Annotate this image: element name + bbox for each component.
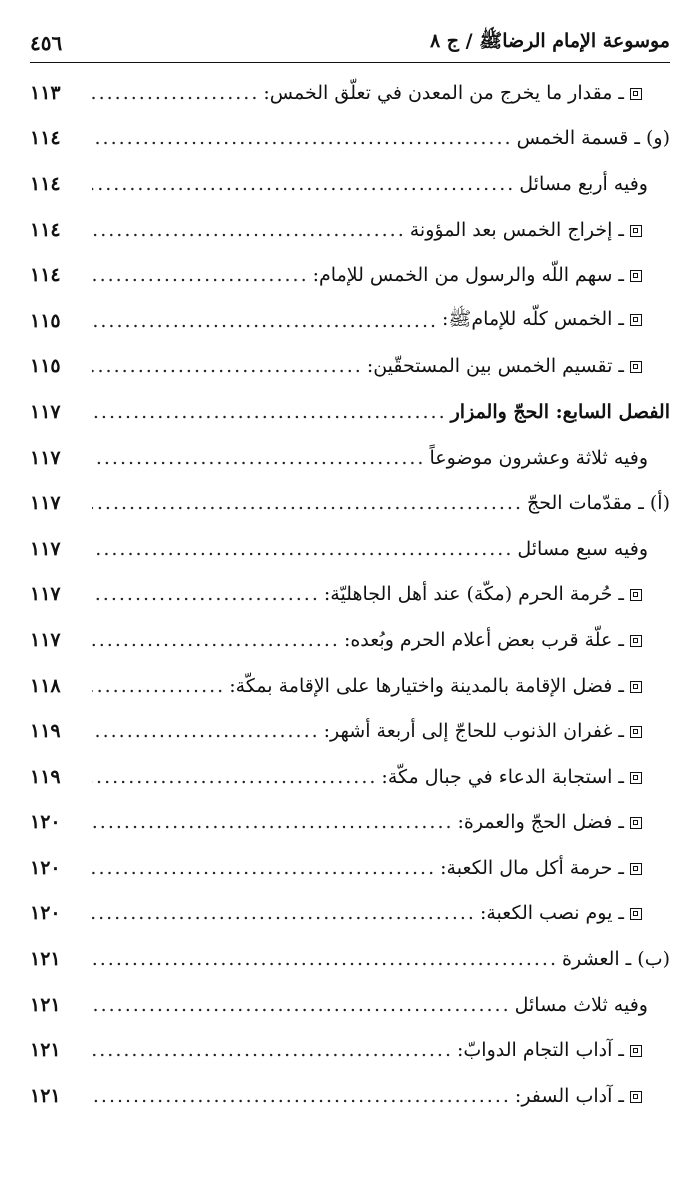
toc-entry-text [515,994,648,1016]
square-bullet-icon [630,88,642,100]
toc-entry-text [410,219,642,241]
toc-entry-text [344,629,642,651]
dot-leader [92,583,320,605]
toc-entry-text [451,401,670,423]
square-bullet-icon [630,772,642,784]
toc-entry [30,617,670,663]
toc-entry-label: ـ آداب السفر: [514,1084,624,1107]
toc-entry-page: ١١٧ [30,446,61,469]
square-bullet-icon [630,1045,642,1057]
square-bullet-icon [630,681,642,693]
square-bullet-icon [630,270,642,282]
toc-entry-label: ـ الخمس كلّه للإمامﷺ: [442,307,624,330]
toc-entry [30,982,670,1028]
dot-leader [92,127,513,149]
toc-entry-text [458,811,642,833]
toc-entry-page: ١١٧ [30,583,61,606]
toc-entry-label: ـ مقدار ما يخرج من المعدن في تعلّق الخمس: [263,81,624,104]
toc-entry-label: ـ فضل الحجّ والعمرة: [457,811,624,834]
dot-leader [92,1039,453,1061]
dot-leader [92,264,309,286]
toc-entry [30,708,670,754]
toc-entry-text [457,1039,642,1061]
toc-entry-text [229,675,642,697]
dot-leader [92,447,425,469]
toc-entry [30,1073,670,1119]
toc-entry-page: ١٢٠ [30,856,61,879]
toc-entry-text [324,720,642,742]
square-bullet-icon [630,908,642,920]
toc-entry-page: ١١٥ [30,309,61,332]
toc-entry-label: الفصل السابع: الحجّ والمزار [450,400,670,423]
toc-entry-page: ١٢١ [30,1039,61,1062]
toc-entry-label: ـ تقسيم الخمس بين المستحقّين: [366,355,624,378]
toc-entry-label: وفيه أربع مسائل [519,172,648,195]
dot-leader [92,492,523,514]
square-bullet-icon [630,635,642,647]
toc-entry-label: ـ يوم نصب الكعبة: [479,902,624,925]
toc-entry-text [381,766,642,788]
square-bullet-icon [630,817,642,829]
toc-entry-page: ١١٤ [30,218,61,241]
toc-entry [30,480,670,526]
square-bullet-icon [630,589,642,601]
dot-leader [92,857,436,879]
toc-entry [30,936,670,982]
toc-entry-label: ـ سهم اللّه والرسول من الخمس للإمام: [312,264,624,287]
toc-entry-label: ـ غفران الذنوب للحاجّ إلى أربعة أشهر: [323,720,624,743]
dot-leader [92,720,320,742]
toc-entry-text [515,1085,642,1107]
page-number: ٤٥٦ [30,31,63,55]
square-bullet-icon [630,314,642,326]
toc-entry-label: ـ آداب التجام الدوابّ: [457,1039,624,1062]
toc-entry [30,252,670,298]
toc-entry-label: وفيه ثلاثة وعشرون موضوعاً [429,446,648,469]
dot-leader [92,994,511,1016]
toc-entry-text [519,173,648,195]
toc-entry-text [442,307,642,335]
toc-entry [30,70,670,116]
square-bullet-icon [630,1091,642,1103]
toc-entry-page: ١١٧ [30,537,61,560]
toc-entry-page: ١٢١ [30,993,61,1016]
square-bullet-icon [630,361,642,373]
running-title: موسوعة الإمام الرضاﷺ / ج ٨ [429,30,670,52]
toc-entry-page: ١١٤ [30,264,61,287]
toc-entry-page: ١١٩ [30,720,61,743]
toc-entry-page: ١١٧ [30,492,61,515]
toc-entry-text [527,492,670,514]
square-bullet-icon [630,225,642,237]
toc-entry [30,1027,670,1073]
dot-leader [92,629,340,651]
toc-entry [30,207,670,253]
toc-entry-label: ـ حرمة أكل مال الكعبة: [440,856,624,879]
toc-entry-label: وفيه ثلاث مسائل [514,993,648,1016]
toc-entry-text [263,82,642,104]
toc-entry-label: ـ علّة قرب بعض أعلام الحرم وبُعده: [343,628,624,651]
toc-entry-label: ـ استجابة الدعاء في جبال مكّة: [381,765,624,788]
toc-entry [30,161,670,207]
toc-entry-page: ١٢٠ [30,811,61,834]
toc-entry-text [562,948,670,970]
toc-entry-label: (و) ـ قسمة الخمس [516,127,670,150]
dot-leader [92,948,558,970]
dot-leader [92,538,513,560]
toc-entry [30,663,670,709]
dot-leader [92,675,225,697]
toc-entry-page: ١١٧ [30,400,61,423]
square-bullet-icon [630,726,642,738]
dot-leader [92,355,363,377]
toc-entry-label: ـ حُرمة الحرم (مكّة) عند أهل الجاهليّة: [323,583,624,606]
toc-entry [30,891,670,937]
toc-entry-page: ١٢٠ [30,902,61,925]
toc-entry-label: ـ فضل الإقامة بالمدينة واختيارها على الإقامة بمكّة: [229,674,624,697]
square-bullet-icon [630,863,642,875]
page-header [30,24,670,63]
toc-entry [30,344,670,390]
toc-entry-text [517,538,648,560]
dot-leader [92,310,438,332]
dot-leader [92,219,406,241]
toc-entry-page: ١١٩ [30,765,61,788]
toc-entry-label: (أ) ـ مقدّمات الحجّ [526,492,670,515]
toc-entry-page: ١١٣ [30,81,61,104]
table-of-contents [30,70,670,1119]
dot-leader [92,1085,511,1107]
toc-entry-page: ١١٥ [30,355,61,378]
toc-entry [30,572,670,618]
toc-entry-text [313,264,642,286]
toc-entry [30,526,670,572]
toc-entry-label: (ب) ـ العشرة [562,948,670,971]
toc-entry [30,116,670,162]
toc-entry [30,800,670,846]
toc-entry [30,389,670,435]
toc-entry-text [324,583,642,605]
toc-entry [30,754,670,800]
toc-entry-page: ١٢١ [30,948,61,971]
dot-leader [92,902,476,924]
toc-entry-text [367,355,642,377]
toc-entry-page: ١١٧ [30,628,61,651]
toc-entry-text [440,857,642,879]
toc-entry-text [429,447,648,469]
toc-entry-text [517,127,670,149]
toc-entry-page: ١١٤ [30,127,61,150]
toc-entry-label: وفيه سبع مسائل [517,537,648,560]
dot-leader [92,811,454,833]
dot-leader [92,173,515,195]
toc-entry-page: ١١٨ [30,674,61,697]
toc-entry-label: ـ إخراج الخمس بعد المؤونة [409,218,624,241]
toc-entry-page: ١١٤ [30,172,61,195]
toc-entry [30,435,670,481]
dot-leader [92,766,377,788]
dot-leader [92,401,447,423]
dot-leader [92,82,259,104]
toc-entry [30,298,670,344]
toc-entry-text [480,902,642,924]
toc-entry-page: ١٢١ [30,1084,61,1107]
toc-entry [30,845,670,891]
